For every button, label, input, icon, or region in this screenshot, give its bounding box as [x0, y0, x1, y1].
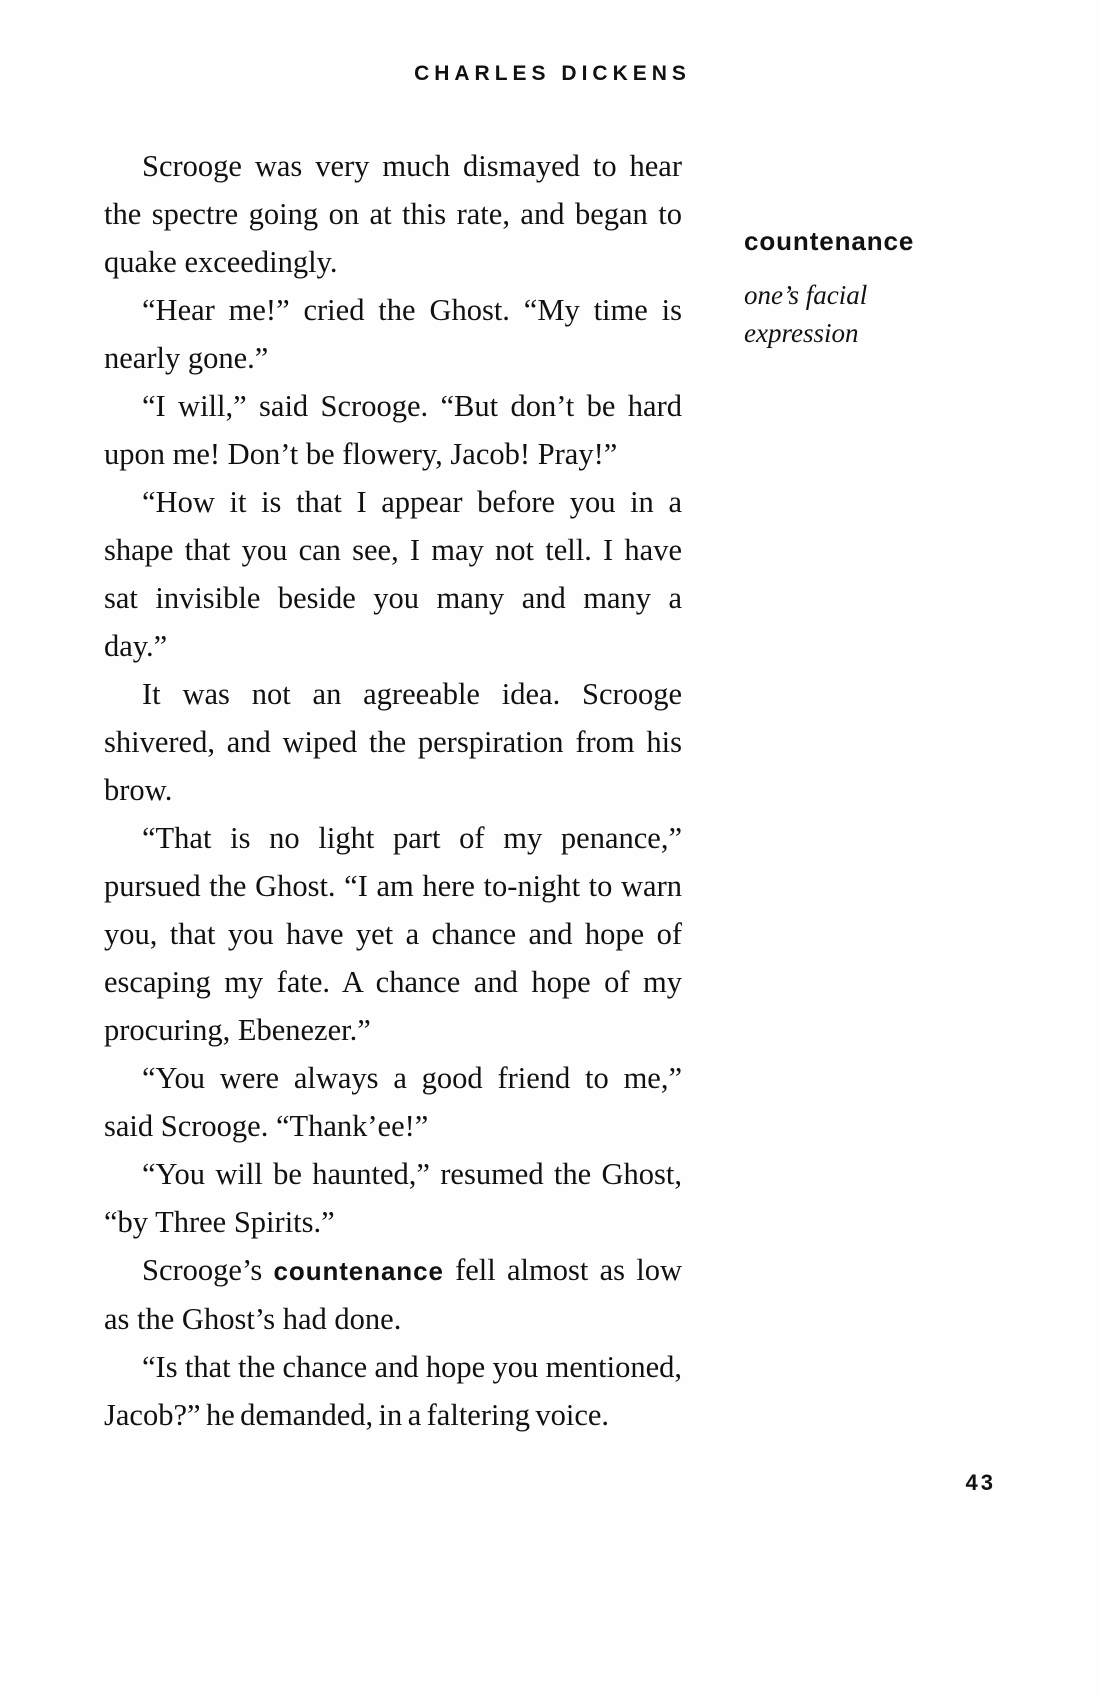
body-text-column	[104, 142, 682, 1439]
paragraph-text-before-term: Scrooge’s	[142, 1253, 274, 1287]
paragraph: “That is no light part of my penance,” pursued the Ghost. “I am here to-night to warn you, that you have yet a chance and hope of escaping my fate. A chance and hope of my procuring, Ebenezer.”	[104, 821, 682, 1047]
paragraph: “You will be haunted,” resumed the Ghost, “by Three Spirits.”	[104, 1157, 682, 1239]
paragraph: Scrooge was very much dismayed to hear the spectre going on at this rate, and began to quake exceedingly.	[104, 149, 682, 279]
paragraph-with-vocabulary-term	[104, 1246, 682, 1343]
margin-gloss	[744, 224, 994, 352]
vocabulary-term-inline: countenance	[273, 1256, 444, 1286]
paragraph: “I will,” said Scrooge. “But don’t be hard upon me! Don’t be flowery, Jacob! Pray!”	[104, 389, 682, 471]
paragraph: “How it is that I appear before you in a shape that you can see, I may not tell. I have sat invisible beside you many and many a day.”	[104, 485, 682, 663]
paragraph: “Is that the chance and hope you mentioned, Jacob?” he demanded, in a faltering voice.	[104, 1350, 682, 1432]
gloss-definition: one’s facial expression	[744, 280, 868, 348]
paragraph: “You were always a good friend to me,” said Scrooge. “Thank’ee!”	[104, 1061, 682, 1143]
paragraph: “Hear me!” cried the Ghost. “My time is nearly gone.”	[104, 293, 682, 375]
running-head: CHARLES DICKENS	[414, 62, 691, 85]
paragraph-text-after-term: fell almost as low as the Ghost’s had done.	[104, 1253, 682, 1336]
page-number: 43	[965, 1470, 996, 1495]
gloss-term: countenance	[744, 226, 915, 256]
paragraph: It was not an agreeable idea. Scrooge shivered, and wiped the perspiration from his brow.	[104, 677, 682, 807]
